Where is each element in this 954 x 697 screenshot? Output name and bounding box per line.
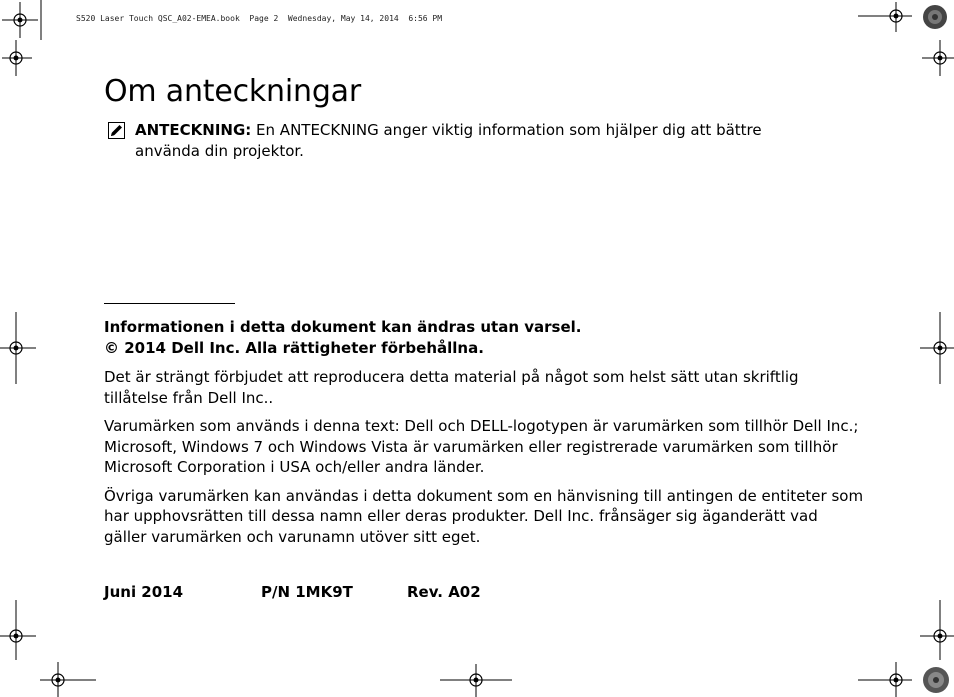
change-notice: Informationen i detta dokument kan ändras utan varsel. — [104, 318, 582, 336]
registration-mark-icon — [0, 312, 36, 384]
registration-mark-icon — [922, 40, 954, 76]
crop-line-icon — [40, 0, 42, 40]
copyright-notice: © 2014 Dell Inc. Alla rättigheter förbehållna. — [104, 339, 484, 357]
note-body: En ANTECKNING anger viktig information som hjälper dig att bättre använda din projektor. — [135, 121, 762, 160]
reproduction-notice: Det är strängt förbjudet att reproducera detta material på något som helst sätt utan skriftlig tillåtelse från Dell Inc.. — [104, 368, 799, 407]
registration-mark-icon — [920, 312, 954, 384]
part-number: P/N 1MK9T — [261, 583, 353, 601]
revision: Rev. A02 — [407, 583, 481, 601]
footnote-divider — [104, 303, 235, 304]
color-target-icon — [922, 4, 948, 30]
pencil-note-icon — [108, 122, 125, 139]
registration-mark-icon — [2, 40, 32, 76]
page-title: Om anteckningar — [104, 74, 361, 109]
other-trademarks-notice: Övriga varumärken kan användas i detta dokument som en hänvisning till antingen de entiteter som har upphovsrätten till dessa namn eller deras produkter. Dell Inc. frånsäger sig äganderätt vad gäller varumärken och varunamn utöver sitt eget. — [104, 486, 864, 546]
note-text — [135, 120, 825, 162]
note-label: ANTECKNING: — [135, 121, 252, 139]
trademark-notice: Varumärken som används i denna text: Dell och DELL-logotypen är varumärken som tillhör Dell Inc.; Microsoft, Windows 7 och Windows Vista är varumärken eller registrerade varumärken som tillhör Microsoft Corporation i USA och/eller andra länder. — [104, 417, 859, 476]
registration-mark-icon — [920, 600, 954, 660]
publication-date: Juni 2014 — [104, 583, 184, 601]
color-target-icon — [922, 666, 950, 694]
registration-mark-icon — [2, 2, 38, 38]
registration-mark-icon — [40, 662, 96, 697]
registration-mark-icon — [440, 664, 512, 697]
registration-mark-icon — [0, 600, 36, 660]
print-header: S520 Laser Touch QSC_A02-EMEA.book Page 2 Wednesday, May 14, 2014 6:56 PM — [76, 14, 443, 23]
legal-section — [104, 317, 864, 547]
registration-mark-icon — [858, 662, 912, 697]
document-footer — [0, 583, 954, 605]
registration-mark-icon — [858, 2, 912, 32]
